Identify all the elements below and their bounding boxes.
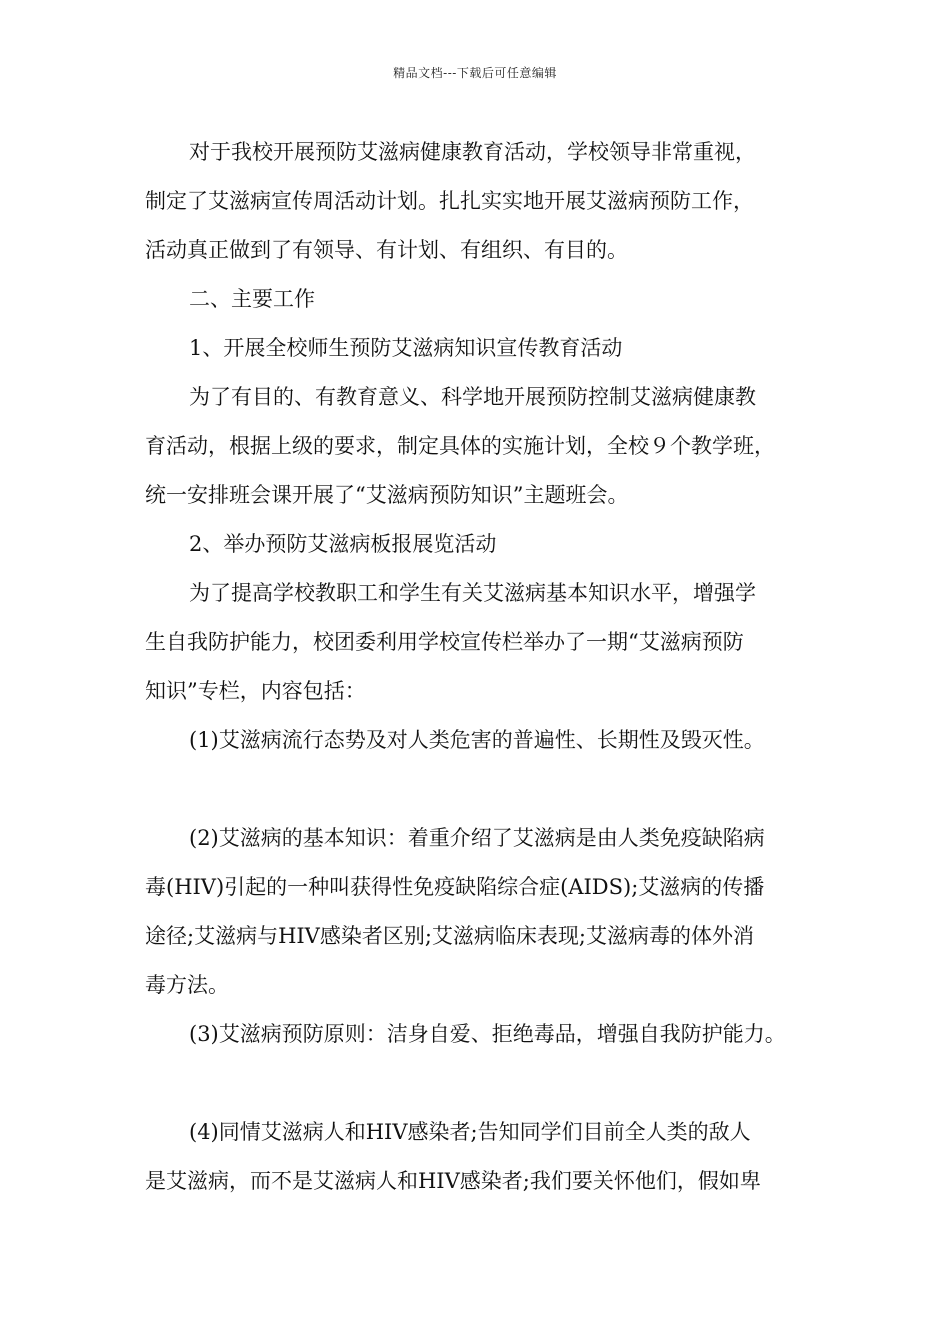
subheading-2 <box>145 520 825 569</box>
paragraph-line: 统一安排班会课开展了“艾滋病预防知识”主题班会。 <box>145 483 629 507</box>
paragraph-line: 制定了艾滋病宣传周活动计划。扎扎实实地开展艾滋病预防工作， <box>145 189 754 213</box>
paragraph-line: 育活动，根据上级的要求，制定具体的实施计划，全校９个教学班， <box>145 434 775 458</box>
list-item-line: 是艾滋病，而不是艾滋病人和HIV感染者;我们要关怀他们，假如卑 <box>145 1169 761 1193</box>
list-item-line: 毒(HIV)引起的一种叫获得性免疫缺陷综合症(AIDS);艾滋病的传播 <box>145 875 765 899</box>
page-header: 精品文档---下载后可任意编辑 <box>393 66 557 80</box>
subheading: 2、举办预防艾滋病板报展览活动 <box>189 532 497 556</box>
paragraph-line: 为了提高学校教职工和学生有关艾滋病基本知识水平，增强学 <box>189 581 756 605</box>
subheading: 1、开展全校师生预防艾滋病知识宣传教育活动 <box>189 336 623 360</box>
paragraph-line: 活动真正做到了有领导、有计划、有组织、有目的。 <box>145 238 628 262</box>
paragraph-intro <box>145 128 825 275</box>
blank-gap <box>145 1059 825 1108</box>
blank-gap <box>145 765 825 814</box>
list-item-line: (3)艾滋病预防原则：洁身自爱、拒绝毒品，增强自我防护能力。 <box>189 1022 786 1046</box>
list-item-line: (1)艾滋病流行态势及对人类危害的普遍性、长期性及毁灭性。 <box>189 728 765 752</box>
list-item-line: 毒方法。 <box>145 973 229 997</box>
paragraph-line: 生自我防护能力，校团委利用学校宣传栏举办了一期“艾滋病预防 <box>145 630 744 654</box>
list-item-2 <box>145 814 825 1010</box>
list-item-1 <box>145 716 825 765</box>
section-heading: 二、主要工作 <box>189 287 315 311</box>
section-heading-main-work <box>145 275 825 324</box>
subheading-1 <box>145 324 825 373</box>
paragraph-class-meeting <box>145 373 825 520</box>
list-item-line: (2)艾滋病的基本知识：着重介绍了艾滋病是由人类免疫缺陷病 <box>189 826 765 850</box>
paragraph-line: 知识”专栏，内容包括： <box>145 679 366 703</box>
document-body <box>145 128 825 1206</box>
list-item-3 <box>145 1010 825 1059</box>
paragraph-bulletin <box>145 569 825 716</box>
list-item-4 <box>145 1108 825 1206</box>
paragraph-line: 对于我校开展预防艾滋病健康教育活动，学校领导非常重视， <box>189 140 756 164</box>
list-item-line: (4)同情艾滋病人和HIV感染者;告知同学们目前全人类的敌人 <box>189 1120 751 1144</box>
list-item-line: 途径;艾滋病与HIV感染者区别;艾滋病临床表现;艾滋病毒的体外消 <box>145 924 754 948</box>
paragraph-line: 为了有目的、有教育意义、科学地开展预防控制艾滋病健康教 <box>189 385 756 409</box>
